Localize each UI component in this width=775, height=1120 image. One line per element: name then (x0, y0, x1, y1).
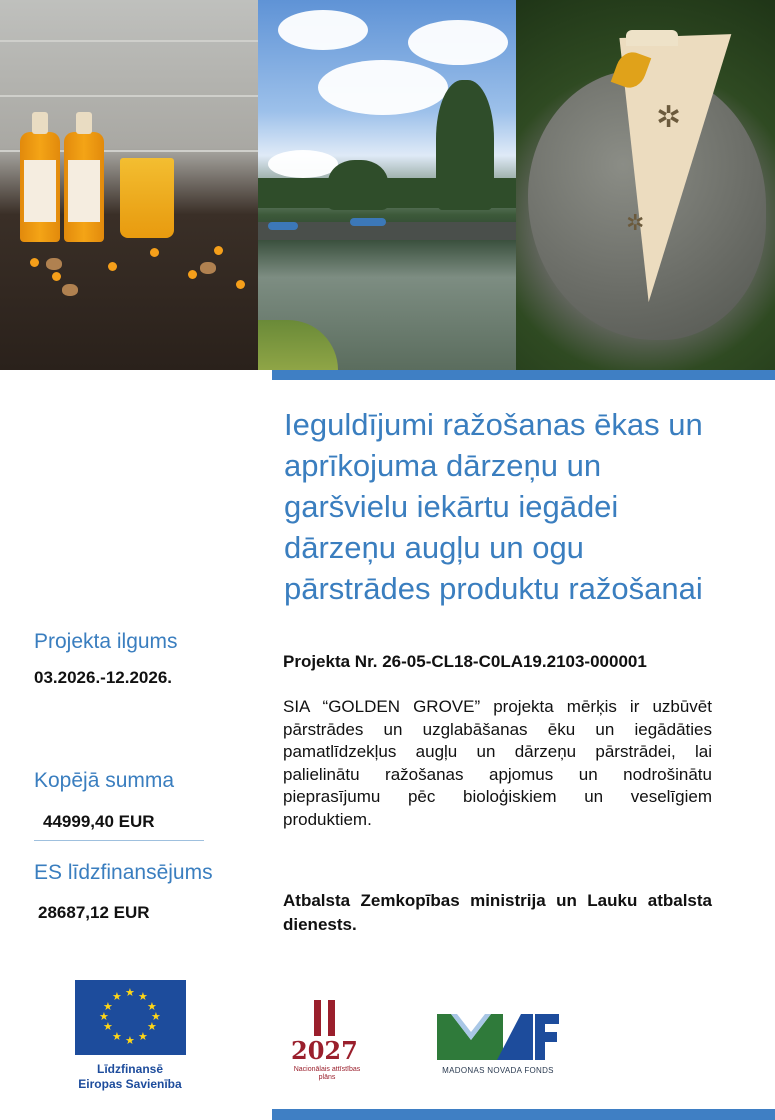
mnf-caption: MADONAS NOVADA FONDS (442, 1066, 554, 1075)
total-amount-label: Kopējā summa (34, 769, 175, 792)
juice-bottles-photo (0, 0, 258, 370)
juice-bottle (20, 132, 60, 242)
eu-caption: Līdzfinansē Eiropas Savienība (78, 1062, 182, 1091)
eu-cofinancing-value: 28687,12 EUR (38, 903, 150, 922)
nap-caption: Nacionālais attīstības plāns (293, 1066, 361, 1081)
accent-bar-top (272, 370, 775, 380)
kokle-on-stone-photo: ✲ ✲ (516, 0, 775, 370)
madonas-novada-fonds-logo (437, 1010, 559, 1076)
nap-2027-logo (285, 1000, 365, 1080)
duration-label: Projekta ilgums (34, 630, 178, 653)
total-amount-value: 44999,40 EUR (43, 812, 155, 831)
nap-year: 2027 (291, 1036, 358, 1065)
juice-bottle (64, 132, 104, 242)
divider (34, 840, 204, 841)
lake-photo (258, 0, 516, 370)
eu-cofinancing-label: ES līdzfinansējums (34, 861, 213, 884)
eu-flag-logo: ★ ★ ★ ★ ★ ★ ★ ★ ★ ★ ★ ★ (75, 980, 186, 1055)
project-number: Projekta Nr. 26-05-CL18-C0LA19.2103-000001 (283, 652, 647, 671)
mnf-mountains-icon (437, 1010, 559, 1060)
accent-bar-bottom (272, 1109, 775, 1120)
project-title: Ieguldījumi ražošanas ēkas un aprīkojuma dārzeņu un garšvielu iekārtu iegādei dārzeņu augļu un ogu pārstrādes produktu ražošanai (284, 407, 703, 606)
support-statement: Atbalsta Zemkopības ministrija un Lauku atbalsta dienests. (283, 891, 712, 934)
duration-value: 03.2026.-12.2026. (34, 668, 173, 687)
project-description: SIA “GOLDEN GROVE” projekta mērķis ir uzbūvēt pārstrādes un uzglabāšanas ēku un iegādāties pamatlīdzekļus augļu un dārzeņu pārstrādei, lai palielinātu ražošanas apjomus un nodrošinātu pieprasījumu pēc bioloģiskiem un veselīgiem produktiem. (283, 697, 712, 829)
juice-glass (120, 158, 174, 238)
photo-strip (0, 0, 775, 370)
